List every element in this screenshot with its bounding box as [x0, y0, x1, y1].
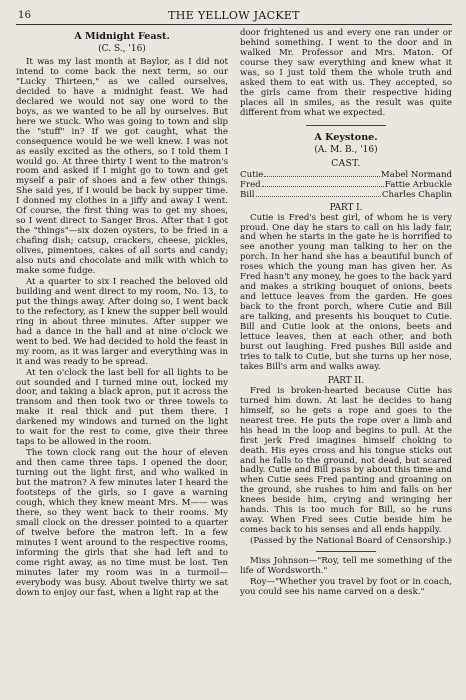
- story-byline: (C. S., '16): [98, 44, 146, 54]
- story-title-midnight-feast: A Midnight Feast.: [74, 31, 170, 42]
- cast-role: Fred: [240, 179, 261, 190]
- story-byline: (A. M. B., '16): [314, 144, 378, 155]
- paragraph-continued: door frightened us and every one ran under or behind something. I went to the door and in walked Mr. Professor and Mrs. Maton. Of course they saw everything and knew what it was, so I just told them the whole truth and asked them to eat with us. They accepted, so the girls came from their respective hiding places all in smiles, as the result was quite different from what we expected.: [240, 28, 452, 118]
- cast-heading: CAST.: [331, 158, 361, 169]
- cast-row: [240, 170, 452, 180]
- paragraph: At ten o'clock the last bell for all lights to be out sounded and I turned mine out, locked my door, and taking a black apron, put it across the transom and then took two or three towels to make it real thick and put them there. I darkened my windows and turned on the light to wait for the rest to come, give their three taps to be allowed in the room.: [16, 367, 228, 448]
- cast-role: Bill: [240, 189, 255, 200]
- cast-actor: Mabel Normand: [380, 169, 452, 180]
- leader-dots: [256, 196, 381, 197]
- leader-dots: [262, 186, 384, 187]
- censorship-note: (Passed by the National Board of Censorship.): [250, 536, 452, 547]
- page-number: 16: [18, 10, 32, 21]
- masthead: THE YELLOW JACKET: [168, 9, 300, 22]
- cast-role: Cutie: [240, 169, 264, 180]
- story-title-keystone: A Keystone.: [314, 131, 378, 143]
- cast-list: [240, 170, 452, 200]
- right-column: [240, 29, 452, 598]
- joke-line: Miss Johnson—"Roy, tell me something of the life of Wordsworth.": [240, 556, 452, 577]
- paragraph: It was my last month at Baylor, as I did not intend to come back the next term, so our "Lucky Thirteen," as we called ourselves, decided to have a midnight feast. We had declared we would not say one word to the boys, as we wanted to be all by ourselves. But here we stuck. Who was going to town and slip the "stuff" in? If we got caught, what the consequence would be we well knew. I was not as easily excited as the others, so I told them I would go. At three thirty I went to the matron's room and asked if I might go to town and get myself a pair of shoes and a few other things. She said yes, if I would be back by supper time. I donned my clothes in a jiffy and away I went. Of course, the first thing was to get my shoes, so I went direct to Sanger Bros. After that I got the "things"—six dozen oysters, to be fried in a chafing dish; catsup, crackers, cheese, pickles, olives, pimentoes, cakes of all sorts and candy; also nuts and chocolate and milk with which to make some fudge.: [16, 57, 228, 277]
- left-column: [16, 29, 228, 598]
- paragraph: Cutie is Fred's best girl, of whom he is very proud. One day he stars to call on his lady fair, and when he starts in the gate he is horrified to see another young man talking to her on the porch. In her hand she has a beautiful bunch of roses which the young man has given her. As Fred hasn't any money, he goes to the back yard and makes a striking bouquet of onions, beets and lettuce leaves from the garden. He goes back to the front porch, where Cutie and Bill are talking, and presents his bouquet to Cutie. Bill and Cutie look at the onions, beets and lettuce leaves, then at each other, and both burst out laughing. Fred pushes Bill aside and tries to talk to Cutie, but she turns up her nose, takes Bill's arm and walks away.: [240, 212, 452, 372]
- paragraph: At a quarter to six I reached the beloved old building and went direct to my room, No. 13, to put the things away. After doing so, I went back to the refectory, as I knew the supper bell would ring in about three minutes. After supper we had a dance in the hall and at nine o'clock we went to bed. We had decided to hold the feast in my room, as it was larger and everything was in it and was ready to be spread.: [16, 276, 228, 367]
- paragraph: The town clock rang out the hour of eleven and then came three taps. I opened the door, turning out the light first, and who walked in but the matron? A few minutes later I heard the footsteps of the girls, so I gave a warning cough, which they knew meant Mrs. M—— was there, so they went back to their rooms. My small clock on the dresser pointed to a quarter of twelve before the matron left. In a few minutes I went around to the respective rooms, informing the girls that she had left and to come right away, as no time must be lost. Ten minutes later my room was in a turmoil—everybody was busy. About twelve thirty we sat down to enjoy our fast, when a light rap at the: [16, 448, 228, 598]
- part-heading: PART II.: [327, 375, 365, 386]
- cast-actor: Charles Chaplin: [381, 189, 452, 200]
- leader-dots: [264, 176, 379, 177]
- page-header: [16, 6, 452, 25]
- paragraph: Fred is broken-hearted because Cutie has turned him down. At last he decides to hang himself, so he gets a rope and goes to the nearest tree. He puts the rope over a limb and his head in the loop and begins to pull. At the first jerk Fred imagines himself choking to death. His eyes cross and his tongue sticks out and he falls to the ground, not dead, but scared badly. Cutie and Bill pass by about this time and when Cutie sees Fred panting and groaning on the ground, she rushes to him and falls on her knees beside him, crying and wringing her hands. This is too much for Bill, so he runs away. When Fred sees Cutie beside him he comes back to his senses and all ends happily.: [240, 385, 452, 536]
- divider: [316, 551, 376, 552]
- cast-actor: Fattie Arbuckle: [384, 179, 452, 190]
- joke-line: Roy—"Whether you travel by foot or in coach, you could see his name carved on a desk.": [240, 576, 452, 597]
- divider: [306, 125, 386, 126]
- cast-row: [240, 190, 452, 200]
- part-heading: PART I.: [329, 202, 363, 213]
- cast-row: [240, 180, 452, 190]
- columns: [16, 29, 452, 598]
